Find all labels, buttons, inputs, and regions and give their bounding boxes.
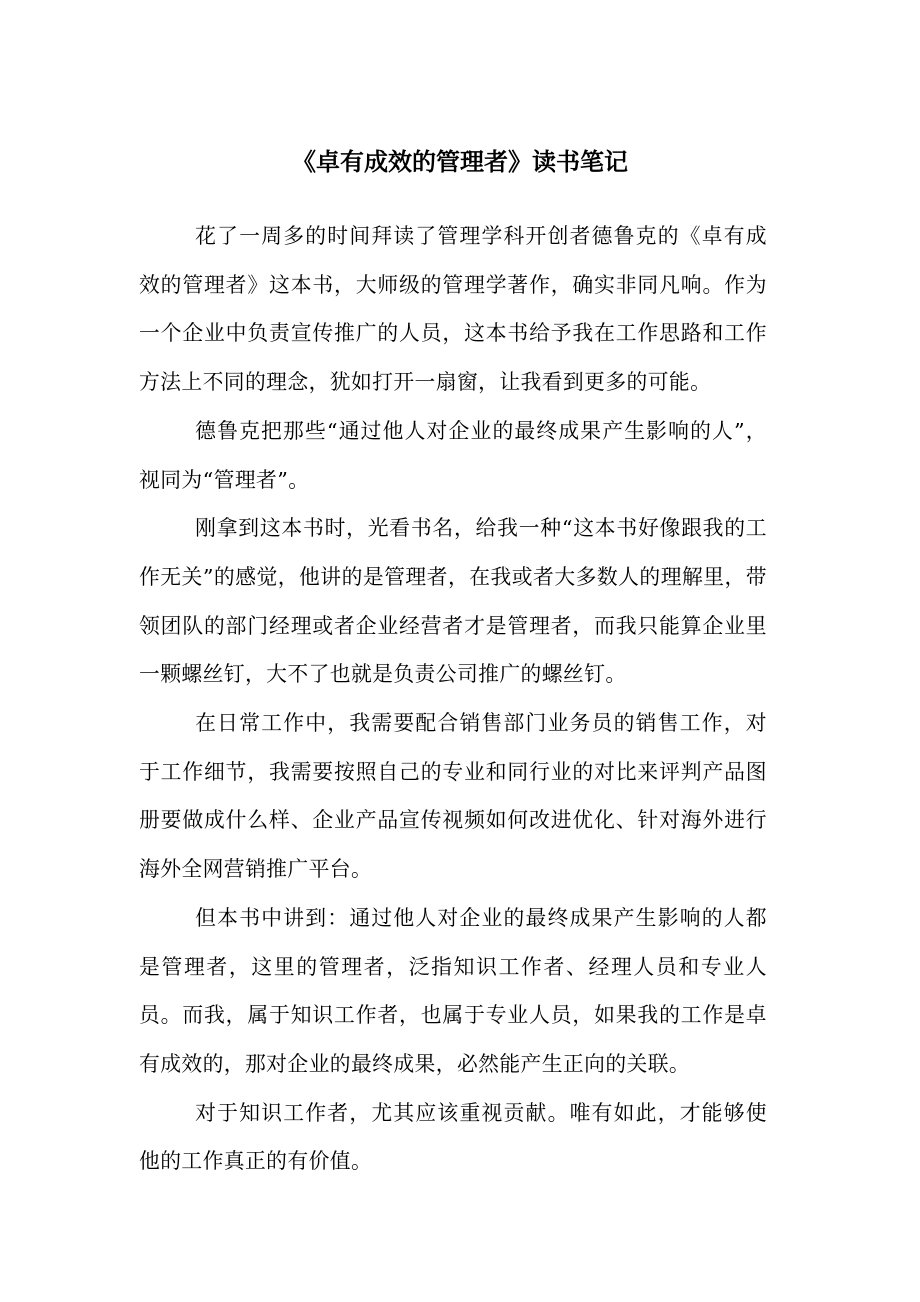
paragraph-5: 但本书中讲到：通过他人对企业的最终成果产生影响的人都是管理者，这里的管理者，泛指知识工作者、经理人员和专业人员。而我，属于知识工作者，也属于专业人员，如果我的工作是卓有成效的，那对企业的最终成果，必然能产生正向的关联。	[139, 905, 767, 1076]
paragraph-1: 花了一周多的时间拜读了管理学科开创者德鲁克的《卓有成效的管理者》这本书，大师级的管理学著作，确实非同凡响。作为一个企业中负责宣传推广的人员，这本书给予我在工作思路和工作方法上不同的理念，犹如打开一扇窗，让我看到更多的可能。	[139, 224, 767, 395]
paragraph-3: 刚拿到这本书时，光看书名，给我一种“这本书好像跟我的工作无关”的感觉，他讲的是管理者，在我或者大多数人的理解里，带领团队的部门经理或者企业经营者才是管理者，而我只能算企业里一颗螺丝钉，大不了也就是负责公司推广的螺丝钉。	[139, 516, 767, 687]
document-title: 《卓有成效的管理者》读书笔记	[292, 148, 628, 176]
document-body	[139, 212, 767, 1186]
paragraph-6: 对于知识工作者，尤其应该重视贡献。唯有如此，才能够使他的工作真正的有价值。	[139, 1100, 767, 1174]
paragraph-2: 德鲁克把那些“通过他人对企业的最终成果产生影响的人”，视同为“管理者”。	[139, 418, 767, 492]
paragraph-4: 在日常工作中，我需要配合销售部门业务员的销售工作，对于工作细节，我需要按照自己的专业和同行业的对比来评判产品图册要做成什么样、企业产品宣传视频如何改进优化、针对海外进行海外全网营销推广平台。	[139, 711, 767, 882]
